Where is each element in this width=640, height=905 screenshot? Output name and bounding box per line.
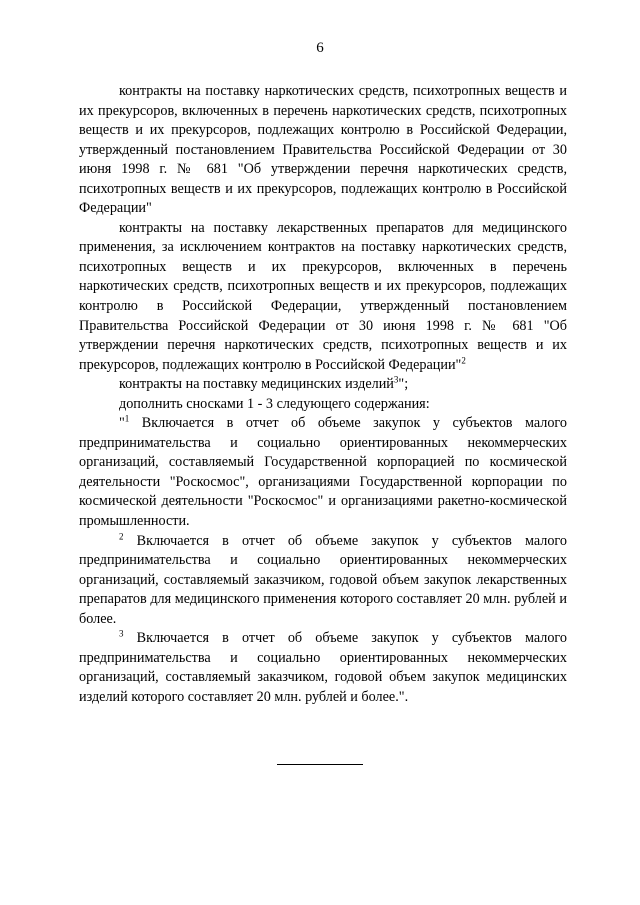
footnote-3-mark: 3 (119, 628, 124, 639)
page-number: 6 (316, 40, 324, 56)
footnote-ref-2: 2 (461, 354, 466, 365)
footnote-3-text: Включается в отчет об объеме закупок у субъектов малого предпринимательства и социально ориентированных некоммерческих организаций, составляемый заказчиком, годовой объем закупок медицинских изделий которого составляет 20 млн. рублей и более.". (79, 630, 567, 705)
document-body (79, 82, 567, 708)
footnote-1-text: Включается в отчет об объеме закупок у субъектов малого предпринимательства и социально ориентированных некоммерческих организаций, составляемый Государственной корпорацией по космической деятельности "Роскосмос", организациями Государственной корпорации по космической деятельности "Роскосмос" и организациями ракетно-космической промышленности. (79, 415, 567, 530)
footnote-1-open-quote: " (119, 415, 125, 432)
footnote-1 (79, 414, 567, 531)
footnote-2-mark: 2 (119, 530, 124, 541)
footnote-2 (79, 532, 567, 630)
paragraph-medicines-contracts (79, 219, 567, 375)
paragraph-add-footnotes (79, 395, 567, 415)
paragraph-medicines-contracts-text: контракты на поставку лекарственных препаратов для медицинского применения, за исключением контрактов на поставку наркотических средств, психотропных веществ и их прекурсоров, включенных в перечень наркотических средств, психотропных веществ и их прекурсоров, подлежащих контролю в Российской Федерации, утвержденный постановлением Правительства Российской Федерации от 30 июня 1998 г. № 681 "Об утверждении перечня наркотических средств, психотропных веществ и их прекурсоров, подлежащих контролю в Российской Федерации" (79, 219, 567, 373)
footnote-3 (79, 629, 567, 707)
paragraph-medical-devices-contracts (79, 375, 567, 395)
footnote-ref-3: 3 (393, 374, 399, 385)
paragraph-add-footnotes-text: дополнить сносками 1 - 3 следующего содержания: (119, 395, 430, 412)
paragraph-medical-devices-contracts-tail: "; (398, 376, 409, 393)
paragraph-narcotics-contracts (79, 82, 567, 219)
end-separator-line (277, 764, 363, 765)
footnote-2-text: Включается в отчет об объеме закупок у субъектов малого предпринимательства и социально ориентированных некоммерческих организаций, составляемый заказчиком, годовой объем закупок лекарственных препаратов для медицинского применения которого составляет 20 млн. рублей и более. (79, 532, 567, 627)
footnote-1-mark: 1 (124, 413, 130, 424)
paragraph-medical-devices-contracts-text: контракты на поставку медицинских изделий (119, 376, 394, 393)
paragraph-narcotics-contracts-text: контракты на поставку наркотических средств, психотропных веществ и их прекурсоров, включенных в перечень наркотических средств, психотропных веществ и их прекурсоров, подлежащих контролю в Российской Федерации, утвержденный постановлением Правительства Российской Федерации от 30 июня 1998 г. № 681 "Об утверждении перечня наркотических средств, психотропных веществ и их прекурсоров, подлежащих контролю в Российской Федерации" (79, 83, 567, 217)
